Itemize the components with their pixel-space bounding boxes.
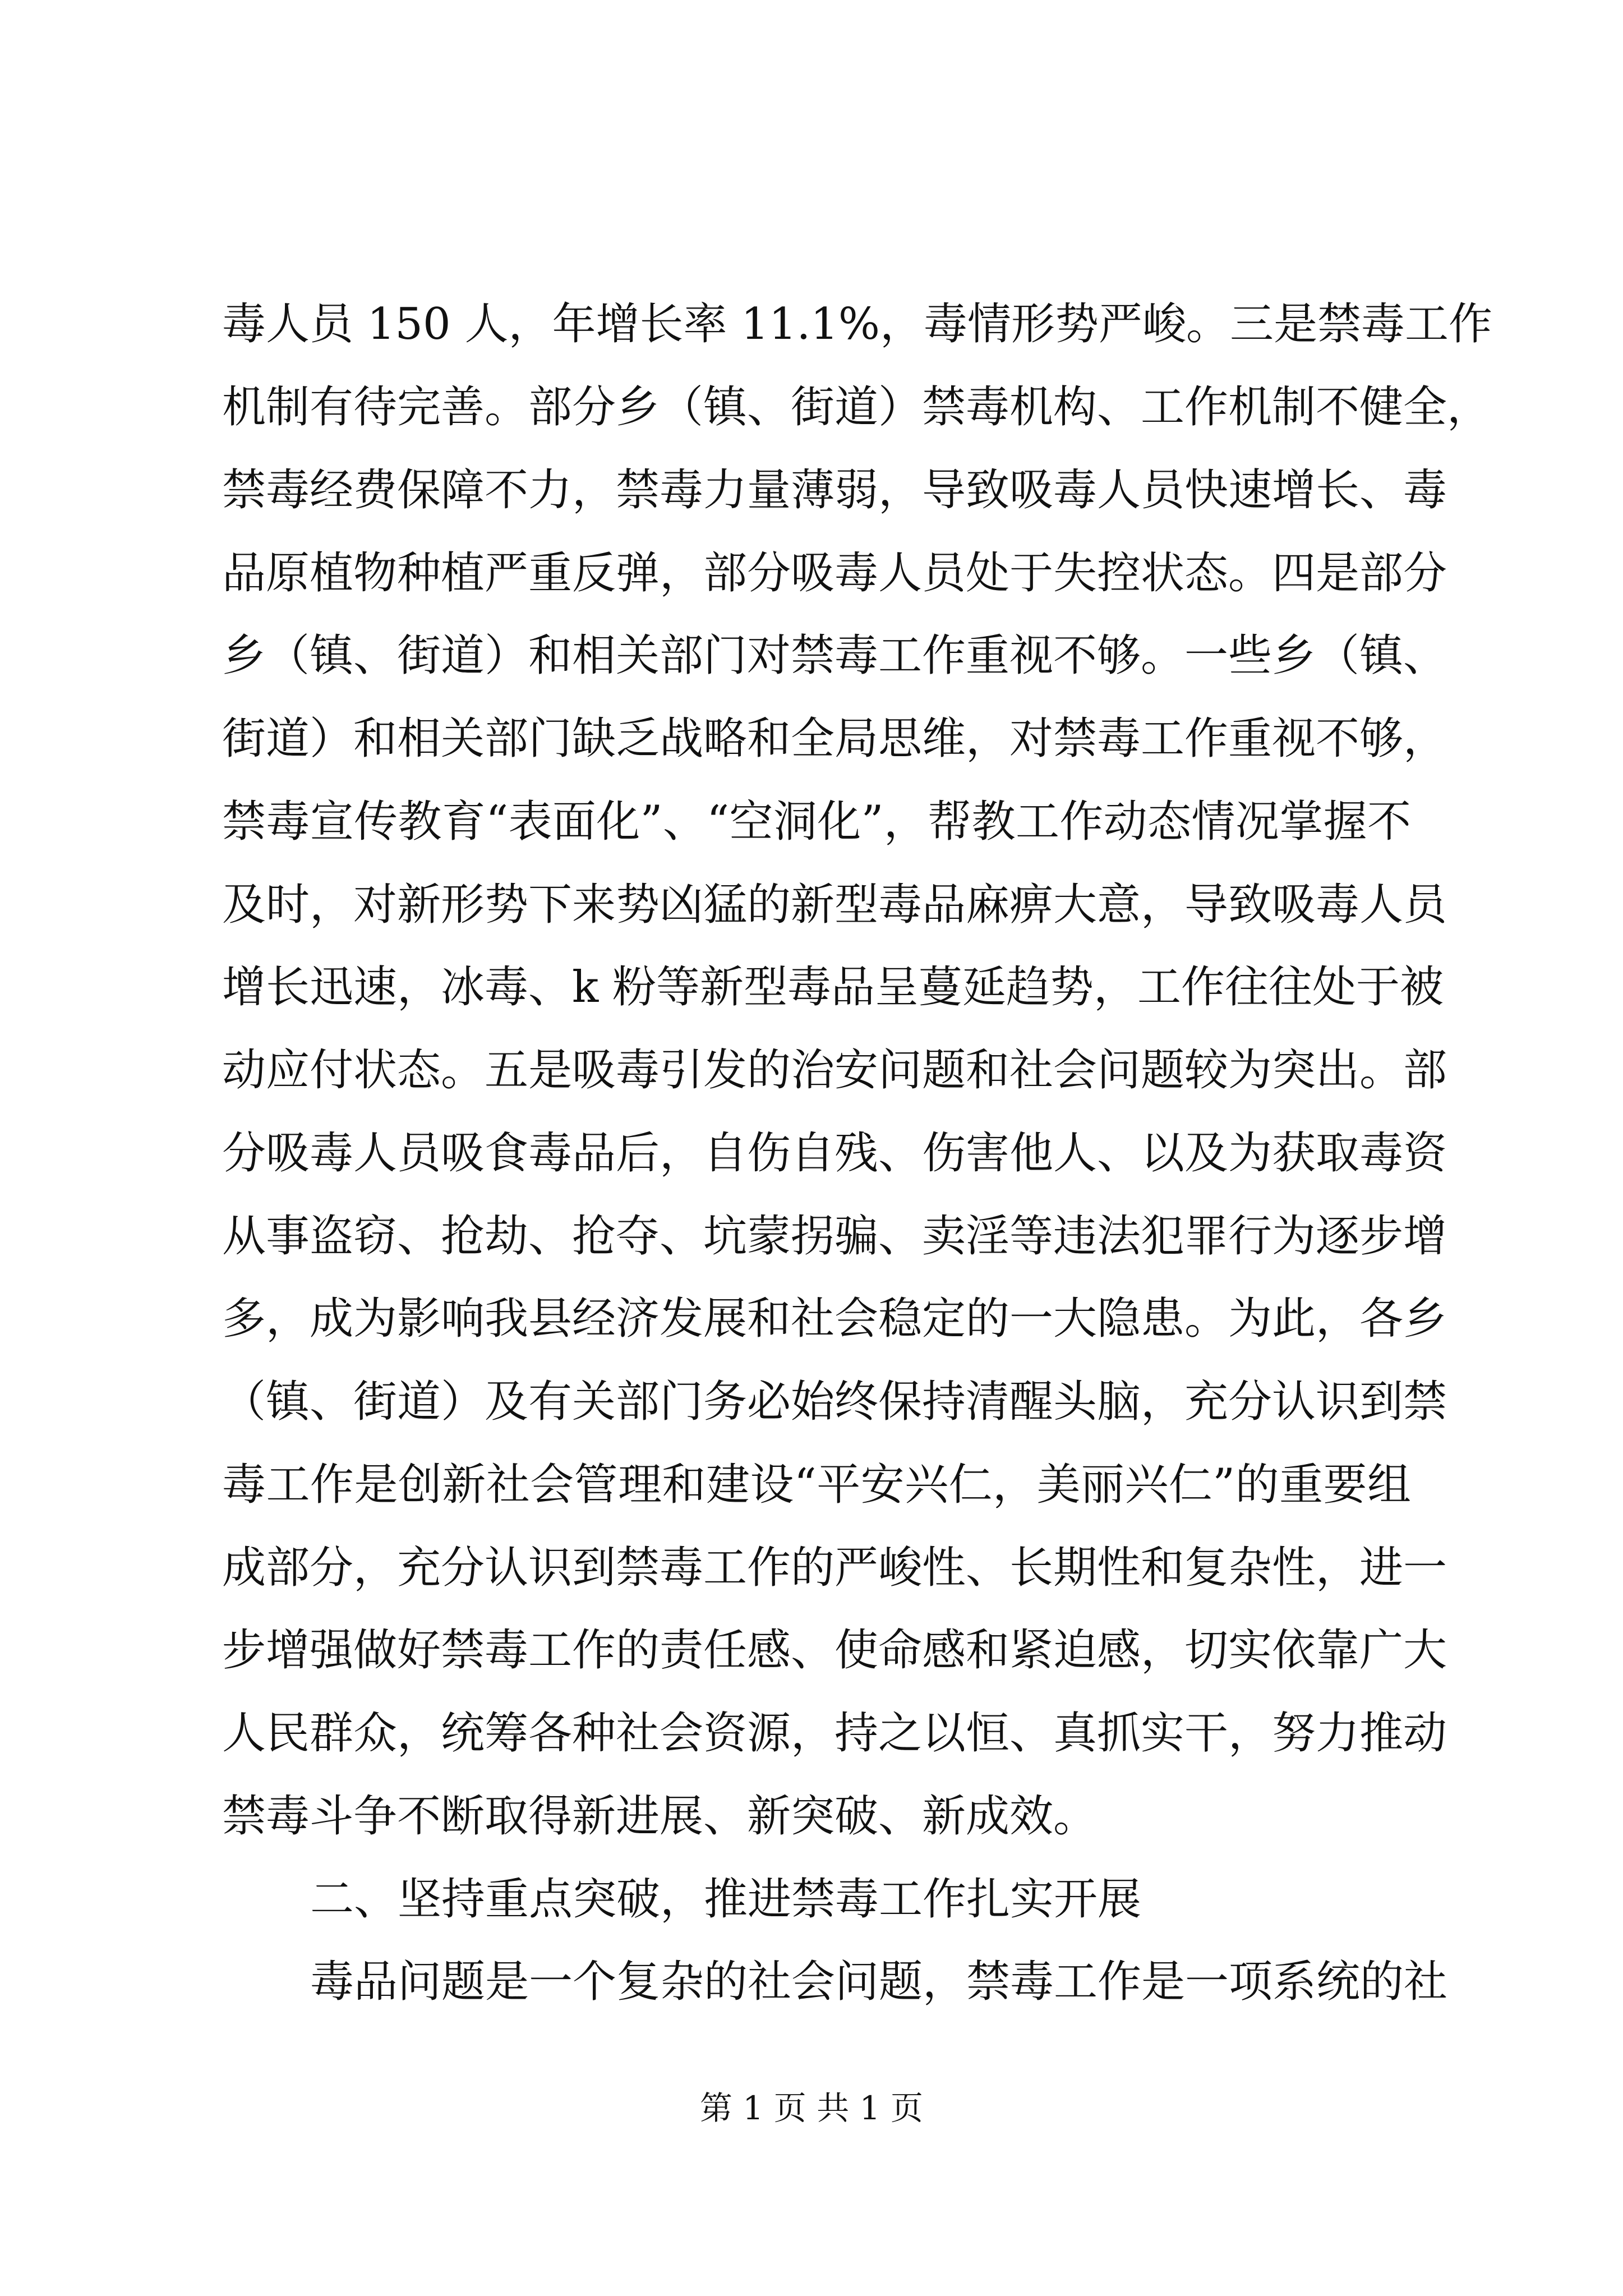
body-text-line: 多，成为影响我县经济发展和社会稳定的一大隐患。为此，各乡 [222, 1294, 1447, 1344]
section-heading: 二、坚持重点突破，推进禁毒工作扎实开展 [310, 1874, 1142, 1925]
body-text-line: 动应付状态。五是吸毒引发的治安问题和社会问题较为突出。部 [222, 1045, 1447, 1096]
page-footer: 第 1 页 共 1 页 [700, 2089, 923, 2127]
body-text-line: 街道）和相关部门缺乏战略和全局思维，对禁毒工作重视不够， [222, 714, 1447, 764]
body-text-line: 成部分，充分认识到禁毒工作的严峻性、长期性和复杂性，进一 [222, 1543, 1447, 1593]
body-text-line: 及时，对新形势下来势凶猛的新型毒品麻痹大意，导致吸毒人员 [222, 880, 1447, 930]
body-text-line: 机制有待完善。部分乡（镇、街道）禁毒机构、工作机制不健全， [222, 382, 1491, 432]
body-text-line: 毒人员 150 人，年增长率 11.1%，毒情形势严峻。三是禁毒工作 [222, 299, 1493, 349]
body-text-line: 毒品问题是一个复杂的社会问题，禁毒工作是一项系统的社 [310, 1957, 1448, 2007]
body-text-line: 禁毒经费保障不力，禁毒力量薄弱，导致吸毒人员快速增长、毒 [222, 465, 1447, 516]
body-text-line: 分吸毒人员吸食毒品后，自伤自残、伤害他人、以及为获取毒资 [222, 1128, 1447, 1179]
body-text-line: 禁毒宣传教育“表面化”、“空洞化”，帮教工作动态情况掌握不 [222, 797, 1411, 847]
body-text-line: 人民群众，统筹各种社会资源，持之以恒、真抓实干，努力推动 [222, 1708, 1447, 1759]
body-text-line: 增长迅速，冰毒、k 粉等新型毒品呈蔓延趋势，工作往往处于被 [222, 962, 1444, 1013]
body-text-line: 步增强做好禁毒工作的责任感、使命感和紧迫感，切实依靠广大 [222, 1625, 1447, 1676]
body-text-line: 品原植物种植严重反弹，部分吸毒人员处于失控状态。四是部分 [222, 548, 1447, 599]
body-text-line: （镇、街道）及有关部门务必始终保持清醒头脑，充分认识到禁 [222, 1377, 1447, 1427]
body-text-line: 从事盗窃、抢劫、抢夺、坑蒙拐骗、卖淫等违法犯罪行为逐步增 [222, 1211, 1447, 1262]
body-text-line: 禁毒斗争不断取得新进展、新突破、新成效。 [222, 1791, 1098, 1842]
body-text-line: 毒工作是创新社会管理和建设“平安兴仁，美丽兴仁”的重要组 [222, 1460, 1411, 1510]
body-text-line: 乡（镇、街道）和相关部门对禁毒工作重视不够。一些乡（镇、 [222, 631, 1447, 681]
